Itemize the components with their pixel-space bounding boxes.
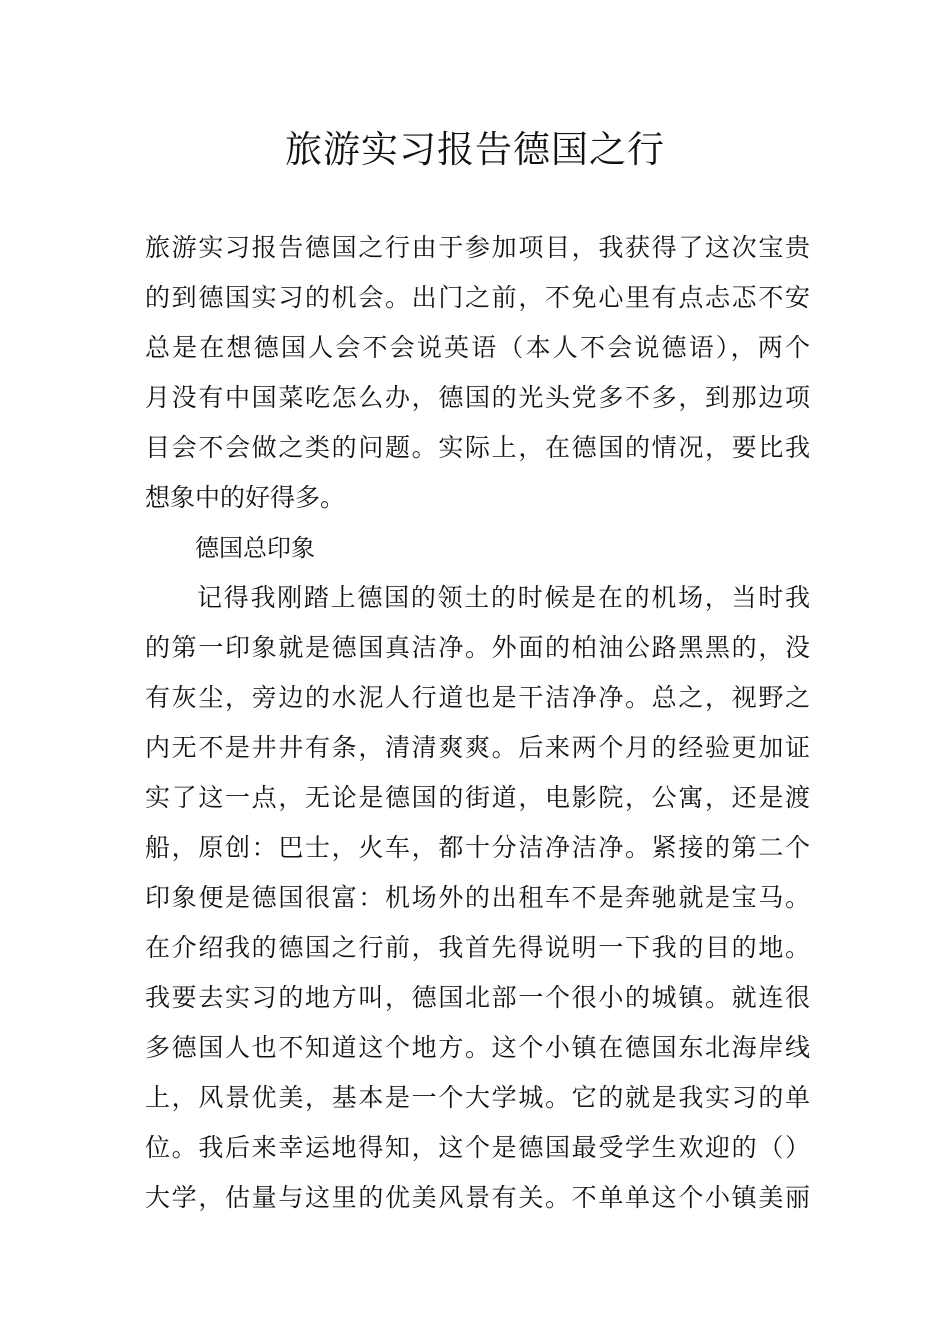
paragraph-line: 上，风景优美，基本是一个大学城。它的就是我实习的单 — [145, 1083, 810, 1112]
paragraph-line: 船，原创：巴士，火车，都十分洁净洁净。紧接的第二个 — [145, 833, 810, 862]
document-title: 旅游实习报告德国之行 — [285, 128, 665, 171]
paragraph-line: 的第一印象就是德国真洁净。外面的柏油公路黑黑的，没 — [145, 633, 810, 662]
paragraph-line: 记得我刚踏上德国的领土的时候是在的机场，当时我 — [197, 583, 810, 612]
section-heading: 德国总印象 — [195, 534, 315, 562]
paragraph-line: 总是在想德国人会不会说英语（本人不会说德语），两个 — [145, 333, 810, 362]
paragraph-line: 内无不是井井有条，清清爽爽。后来两个月的经验更加证 — [145, 733, 810, 762]
paragraph-line: 多德国人也不知道这个地方。这个小镇在德国东北海岸线 — [145, 1033, 810, 1062]
paragraph-line: 大学，估量与这里的优美风景有关。不单单这个小镇美丽 — [145, 1183, 810, 1212]
document-body — [145, 223, 810, 1223]
paragraph-line: 我要去实习的地方叫，德国北部一个很小的城镇。就连很 — [145, 983, 810, 1012]
paragraph-line: 月没有中国菜吃怎么办，德国的光头党多不多，到那边项 — [145, 383, 810, 412]
paragraph-line: 的到德国实习的机会。出门之前，不免心里有点忐忑不安 — [145, 283, 810, 312]
paragraph-line: 印象便是德国很富：机场外的出租车不是奔驰就是宝马。 — [145, 883, 810, 912]
paragraph-line: 位。我后来幸运地得知，这个是德国最受学生欢迎的（） — [145, 1133, 810, 1162]
paragraph-line: 旅游实习报告德国之行由于参加项目，我获得了这次宝贵 — [145, 233, 810, 262]
paragraph-line: 在介绍我的德国之行前，我首先得说明一下我的目的地。 — [145, 933, 810, 962]
paragraph-line: 有灰尘，旁边的水泥人行道也是干洁净净。总之，视野之 — [145, 683, 810, 712]
paragraph-line: 想象中的好得多。 — [145, 483, 346, 512]
paragraph-line: 实了这一点，无论是德国的街道，电影院，公寓，还是渡 — [145, 783, 810, 812]
paragraph-line: 目会不会做之类的问题。实际上，在德国的情况，要比我 — [145, 433, 810, 462]
